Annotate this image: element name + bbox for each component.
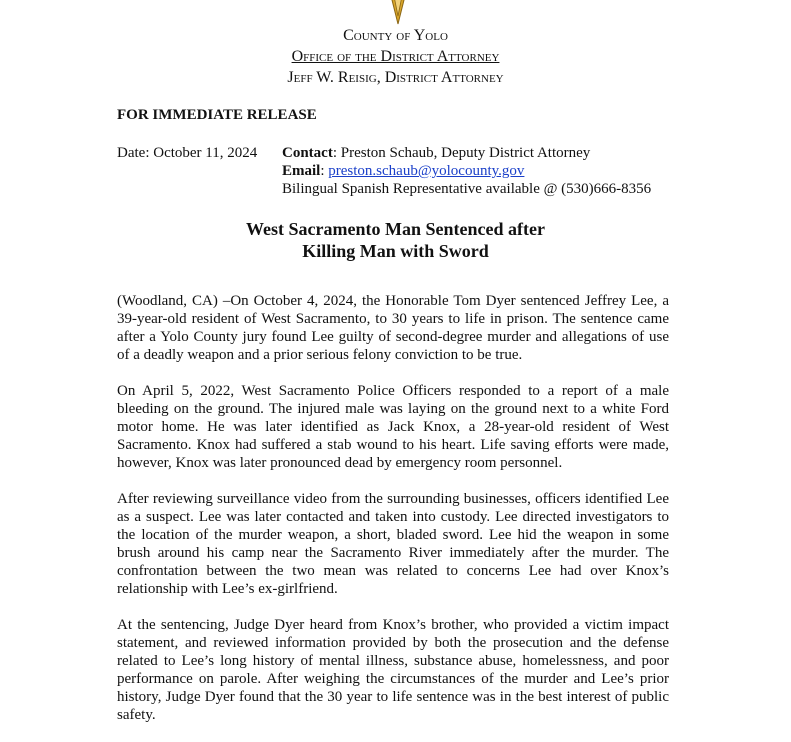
article-body [117, 292, 669, 742]
district-attorney-name: Jeff W. Reisig, District Attorney [287, 69, 504, 86]
email-link[interactable]: preston.schaub@yolocounty.gov [328, 163, 525, 179]
contact-line [282, 144, 651, 162]
office-name: Office of the District Attorney [291, 48, 500, 65]
email-separator: : [320, 163, 329, 179]
date-value: : October 11, 2024 [145, 145, 258, 161]
date-label: Date [117, 145, 146, 161]
bilingual-line: Bilingual Spanish Representative available @ (530)666-8356 [282, 181, 652, 197]
email-line [282, 162, 651, 180]
headline-line-1: West Sacramento Man Sentenced after [246, 219, 545, 239]
paragraph-3: After reviewing surveillance video from the surrounding businesses, officers identified Lee as a suspect. Lee was later contacted and taken into custody. Lee directed investigators to the location of the murder weapon, a short, bladed sword. Lee hid the weapon in some brush around his camp near the Sacramento River immediately after the murder. The confrontation between the two mean was related to concerns Lee had over Knox’s relationship with Lee’s ex-girlfriend. [117, 491, 669, 597]
headline [0, 218, 791, 262]
headline-line-2: Killing Man with Sword [302, 241, 489, 261]
contact-block [282, 144, 651, 198]
county-name: County of Yolo [343, 27, 448, 44]
contact-label: Contact [282, 145, 333, 161]
paragraph-2: On April 5, 2022, West Sacramento Police Officers responded to a report of a male bleeding on the ground. The injured male was laying on the ground next to a white Ford motor home. He was later identified as Jack Knox, a 28-year-old resident of West Sacramento. Knox had suffered a stab wound to his heart. Life saving efforts were made, however, Knox was later pronounced dead by emergency room personnel. [117, 383, 669, 471]
paragraph-1: (Woodland, CA) –On October 4, 2024, the Honorable Tom Dyer sentenced Jeffrey Lee, a 39-year-old resident of West Sacramento, to 30 years to life in prison. The sentence came after a Yolo County jury found Lee guilty of second-degree murder and allegations of use of a deadly weapon and a prior serious felony conviction to be true. [117, 293, 669, 363]
sheriff-star-badge-icon [365, 0, 431, 24]
contact-value: : Preston Schaub, Deputy District Attorney [332, 145, 591, 161]
release-label: FOR IMMEDIATE RELEASE [117, 107, 317, 123]
date-line [117, 144, 257, 162]
email-label: Email [282, 163, 321, 179]
paragraph-4: At the sentencing, Judge Dyer heard from Knox’s brother, who provided a victim impact statement, and reviewed information provided by both the prosecution and the defense related to Lee’s long history of mental illness, substance abuse, homelessness, and poor performance on parole. After weighing the circumstances of the murder and Lee’s prior history, Judge Dyer found that the 30 year to life sentence was in the best interest of public safety. [117, 617, 669, 723]
letterhead [0, 25, 791, 88]
